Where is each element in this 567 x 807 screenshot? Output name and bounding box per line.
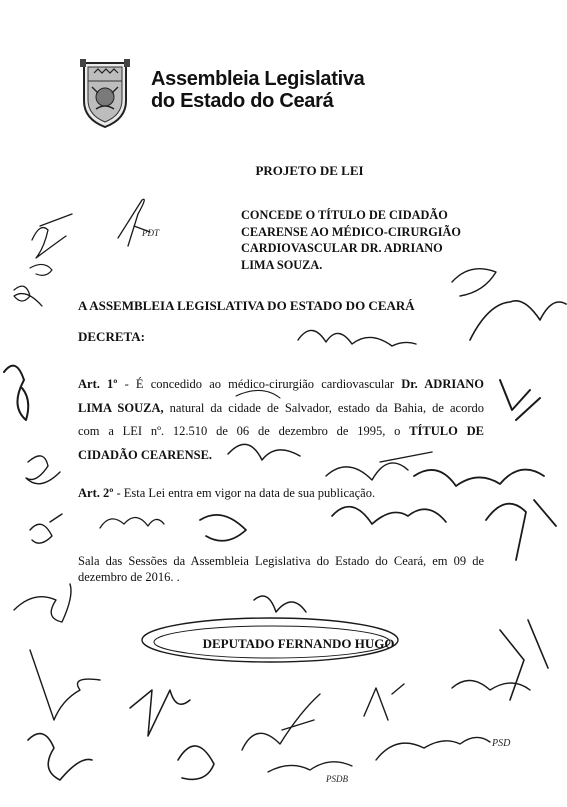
- signature: [30, 514, 62, 543]
- signature: [30, 264, 52, 275]
- signature: [130, 690, 190, 736]
- organization-name: [151, 68, 365, 112]
- signature: [470, 301, 566, 340]
- article-1-line: [78, 420, 484, 444]
- signature: [30, 650, 100, 720]
- honoree-name-part: LIMA SOUZA,: [78, 400, 164, 415]
- article-1: [78, 373, 484, 467]
- signature: [500, 380, 540, 420]
- handwritten-note: PSDB: [326, 774, 348, 784]
- signature: [364, 684, 404, 720]
- summary-line: CEARENSE AO MÉDICO-CIRURGIÃO: [241, 224, 461, 239]
- author-name: DEPUTADO FERNANDO HUGO: [202, 636, 395, 651]
- article-1-text: com a LEI nº. 12.510 de 06 de dezembro de 1995, o: [78, 424, 410, 438]
- session-line: Sala das Sessões da Assembleia Legislativa do Estado do Ceará, em 09 de: [78, 554, 484, 568]
- summary-line: CARDIOVASCULAR DR. ADRIANO: [241, 241, 443, 255]
- handwritten-note: PDT: [142, 228, 160, 238]
- signature: [332, 507, 446, 524]
- signature: [376, 737, 490, 760]
- signature: [500, 620, 548, 700]
- signature: [28, 734, 92, 780]
- signature: [4, 366, 28, 420]
- document-type-title: PROJETO DE LEI: [255, 163, 364, 178]
- article-1-label: Art. 1º: [78, 377, 118, 391]
- org-name-line2: do Estado do Ceará: [151, 90, 334, 112]
- title-name-part: TÍTULO DE: [409, 424, 484, 438]
- article-2-text: - Esta Lei entra em vigor na data de sua publicação.: [113, 486, 376, 500]
- signature: [200, 515, 246, 541]
- article-2: [78, 486, 375, 501]
- signature: [414, 470, 544, 486]
- signature: [298, 330, 416, 346]
- bill-summary: [241, 207, 484, 273]
- article-1-text: - É concedido ao médico-cirurgião cardiovascular: [117, 377, 402, 391]
- decree-heading: DECRETA:: [78, 329, 145, 344]
- session-place-date: [78, 554, 484, 585]
- signature: [26, 456, 60, 484]
- article-1-line: CIDADÃO CEARENSE.: [78, 447, 213, 462]
- signature: [254, 596, 306, 612]
- signature: [100, 517, 164, 528]
- session-line: dezembro de 2016. .: [78, 569, 180, 584]
- signature: [32, 214, 72, 258]
- handwritten-note: PSD: [492, 738, 511, 749]
- signature: [268, 762, 352, 772]
- signature: [486, 500, 556, 560]
- article-1-line: [78, 397, 484, 421]
- honoree-name-part: Dr. ADRIANO: [401, 377, 484, 391]
- state-crest-icon: [78, 57, 132, 129]
- summary-line: CONCEDE O TÍTULO DE CIDADÃO: [241, 208, 448, 222]
- signature: [452, 680, 530, 690]
- summary-line: LIMA SOUZA.: [241, 257, 323, 272]
- enacting-body: A ASSEMBLEIA LEGISLATIVA DO ESTADO DO CEARÁ: [78, 298, 415, 313]
- signature: [14, 584, 71, 622]
- signature: [242, 694, 320, 750]
- signature: [118, 199, 150, 246]
- signature: [14, 286, 42, 306]
- article-1-text: natural da cidade de Salvador, estado da Bahia, de acordo: [163, 400, 485, 415]
- signature: [178, 746, 214, 779]
- article-1-line: [78, 373, 484, 397]
- org-name-line1: Assembleia Legislativa: [151, 68, 365, 90]
- article-2-label: Art. 2º: [78, 486, 114, 500]
